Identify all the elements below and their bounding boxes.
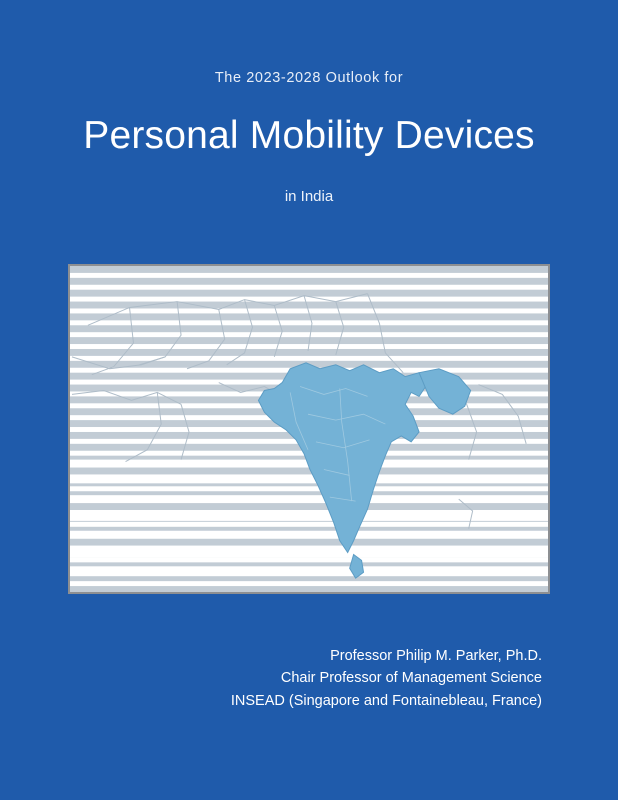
cover-main-title: Personal Mobility Devices	[83, 114, 535, 157]
title-block	[0, 70, 618, 205]
author-line-1: Professor Philip M. Parker, Ph.D.	[330, 648, 542, 664]
author-line-3: INSEAD (Singapore and Fontainebleau, France)	[230, 692, 542, 709]
author-line-2: Chair Professor of Management Science	[280, 670, 542, 687]
map-frame	[68, 264, 550, 594]
cover-sub-title: in India	[284, 187, 334, 205]
author-credits	[231, 645, 542, 712]
india-map-icon	[70, 266, 548, 592]
cover-pre-title: The 2023-2028 Outlook for	[214, 70, 404, 86]
